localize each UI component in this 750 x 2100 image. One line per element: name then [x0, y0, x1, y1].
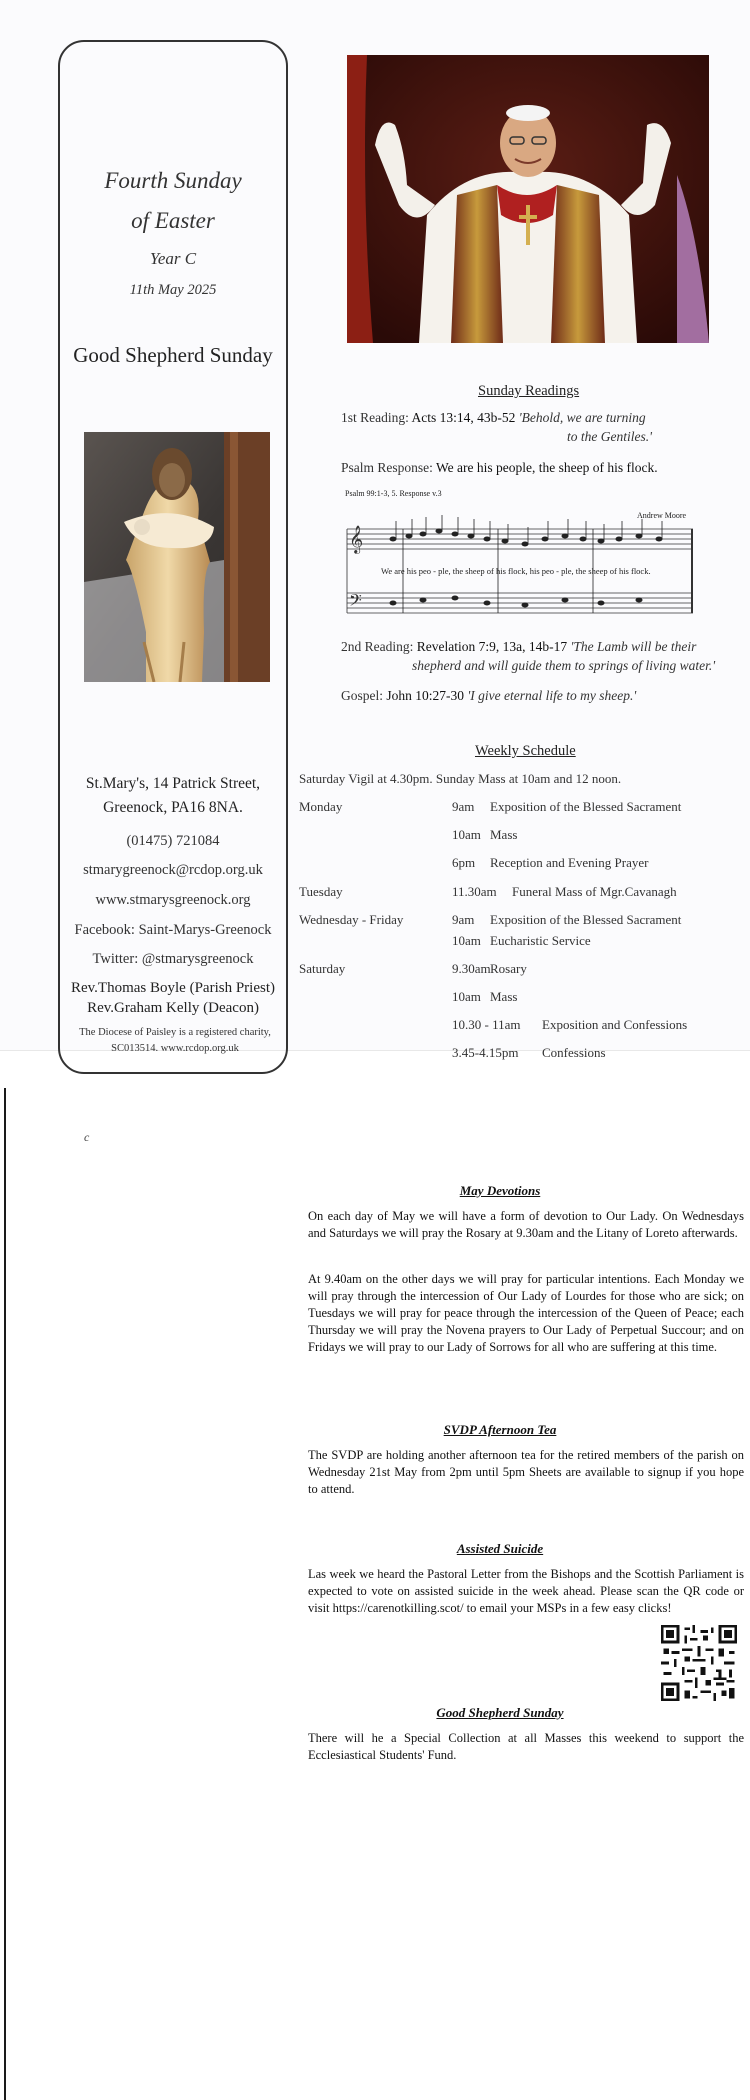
- schedule-time: 10am: [452, 933, 481, 948]
- first-reading-label: 1st Reading:: [341, 410, 412, 425]
- schedule-time: 11.30am: [452, 884, 497, 899]
- liturgical-year: Year C: [149, 249, 197, 268]
- composer: Andrew Moore: [637, 511, 687, 520]
- website-link[interactable]: www.stmarysgreenock.org: [95, 892, 251, 908]
- may-devotions-paragraph-2: At 9.40am on the other days we will pray for particular intentions. Each Monday we will pray through the intercession of Our Lady of Lourdes for those who are sick; on Tuesdays we will pray for peace through the intercession of the Queen of Peace; each Thursday we will pray the Novena prayers to Our Lady of Perpetual Succour; and on Fridays we will pray to our Lady of Sorrows for all who are suffering at this time.: [308, 1272, 744, 1354]
- gospel-ref: John 10:27-30: [386, 688, 464, 703]
- schedule-event: Funeral Mass of Mgr.Cavanagh: [512, 884, 677, 899]
- psalm-music-score: [343, 489, 695, 621]
- svg-text:𝄢: 𝄢: [349, 590, 362, 614]
- gospel-label: Gospel:: [341, 688, 387, 703]
- second-reading-label: 2nd Reading:: [341, 639, 417, 654]
- schedule-time: 9am: [452, 799, 475, 814]
- parish-priest: Rev.Thomas Boyle (Parish Priest): [70, 980, 275, 996]
- weekly-schedule-heading: Weekly Schedule: [475, 743, 576, 759]
- page-edge-line: [4, 1088, 6, 2100]
- schedule-time: 10am: [452, 989, 481, 1004]
- good-shepherd-statue-image: [84, 432, 270, 682]
- schedule-day: Saturday: [299, 961, 346, 976]
- schedule-day: Tuesday: [299, 884, 343, 899]
- bookmark-panel: [58, 40, 288, 1074]
- date: 11th May 2025: [129, 282, 217, 298]
- may-devotions-paragraph-1: On each day of May we will have a form of devotion to Our Lady. On Wednesdays and Saturdays we will pray the Rosary at 9.30am and the Litany of Loreto afterwards.: [308, 1209, 744, 1240]
- may-devotions-heading: May Devotions: [459, 1183, 541, 1198]
- svg-text:𝄞: 𝄞: [349, 525, 364, 553]
- schedule-time: 9.30am: [452, 961, 491, 976]
- good-shepherd-sunday-heading: Good Shepherd Sunday: [436, 1705, 564, 1720]
- bishop-blessing-photo: [347, 55, 709, 343]
- schedule-event: Rosary: [490, 961, 527, 976]
- schedule-event: Reception and Evening Prayer: [490, 855, 649, 870]
- deacon: Rev.Graham Kelly (Deacon): [87, 1000, 259, 1016]
- address-line-1: St.Mary's, 14 Patrick Street,: [85, 775, 261, 792]
- first-reading-quote-1: 'Behold, we are turning: [518, 410, 646, 425]
- facebook-handle[interactable]: Facebook: Saint-Marys-Greenock: [74, 922, 272, 938]
- schedule-event: Mass: [490, 989, 518, 1004]
- title-line-2: of Easter: [131, 208, 215, 233]
- first-reading: [341, 409, 646, 427]
- good-shepherd-sunday-paragraph: There will he a Special Collection at all Masses this weekend to support the Ecclesiastical Students' Fund.: [308, 1731, 744, 1762]
- assisted-suicide-heading: Assisted Suicide: [456, 1541, 544, 1556]
- title-line-1: Fourth Sunday: [104, 168, 242, 193]
- psalm-lyrics: We are his peo - ple, the sheep of his flock, his peo - ple, the sheep of his flock.: [381, 566, 651, 576]
- address-line-2: Greenock, PA16 8NA.: [103, 799, 243, 816]
- charity-line-1: The Diocese of Paisley is a registered charity,: [79, 1027, 271, 1038]
- schedule-event: Eucharistic Service: [490, 933, 591, 948]
- first-reading-ref: Acts 13:14, 43b-52: [411, 410, 516, 425]
- schedule-day: Wednesday - Friday: [299, 912, 404, 927]
- schedule-time: 3.45-4.15pm: [452, 1045, 519, 1060]
- schedule-day: Monday: [299, 799, 343, 814]
- phone-number: (01475) 721084: [126, 833, 220, 849]
- second-reading-quote-1: 'The Lamb will be their: [570, 639, 697, 654]
- schedule-event: Confessions: [542, 1045, 606, 1060]
- gospel-quote: 'I give eternal life to my sheep.': [467, 688, 637, 703]
- schedule-time: 10.30 - 11am: [452, 1017, 521, 1032]
- schedule-event: Exposition of the Blessed Sacrament: [490, 799, 682, 814]
- twitter-handle[interactable]: Twitter: @stmarysgreenock: [92, 951, 254, 967]
- email-address[interactable]: stmarygreenock@rcdop.org.uk: [83, 862, 263, 878]
- second-reading-quote-2: shepherd and will guide them to springs of living water.': [412, 658, 716, 673]
- saturday-vigil-note: Saturday Vigil at 4.30pm. Sunday Mass at 10am and 12 noon.: [299, 771, 622, 786]
- psalm-response: [341, 459, 658, 477]
- schedule-event: Mass: [490, 827, 518, 842]
- second-reading-ref: Revelation 7:9, 13a, 14b-17: [416, 639, 568, 654]
- schedule-time: 6pm: [452, 855, 476, 870]
- schedule-time: 10am: [452, 827, 481, 842]
- psalm-reference: Psalm 99:1-3, 5. Response v.3: [345, 489, 442, 498]
- second-reading: [341, 638, 696, 656]
- first-reading-quote-2: to the Gentiles.': [567, 429, 652, 444]
- psalm-label: Psalm Response:: [341, 460, 437, 475]
- psalm-text: We are his people, the sheep of his flock.: [436, 460, 658, 475]
- feast-title: Good Shepherd Sunday: [73, 343, 273, 367]
- charity-line-2: SC013514. www.rcdop.org.uk: [111, 1043, 239, 1054]
- stray-mark: c: [84, 1130, 90, 1144]
- assisted-suicide-paragraph: Las week we heard the Pastoral Letter from the Bishops and the Scottish Parliament is expected to vote on assisted suicide in the week ahead. Please scan the QR code or visit https://carenotkilling.scot/ to email your MSPs in a few easy clicks!: [308, 1567, 744, 1615]
- svdp-heading: SVDP Afternoon Tea: [443, 1422, 557, 1437]
- schedule-event: Exposition and Confessions: [542, 1017, 688, 1032]
- qr-code[interactable]: [660, 1625, 738, 1701]
- schedule-event: Exposition of the Blessed Sacrament: [490, 912, 682, 927]
- sunday-readings-heading: Sunday Readings: [478, 383, 580, 399]
- svdp-paragraph: The SVDP are holding another afternoon tea for the retired members of the parish on Wednesday 21st May from 2pm until 5pm Sheets are available to signup if you hope to attend.: [308, 1448, 744, 1496]
- gospel-reading: [341, 687, 636, 705]
- schedule-time: 9am: [452, 912, 475, 927]
